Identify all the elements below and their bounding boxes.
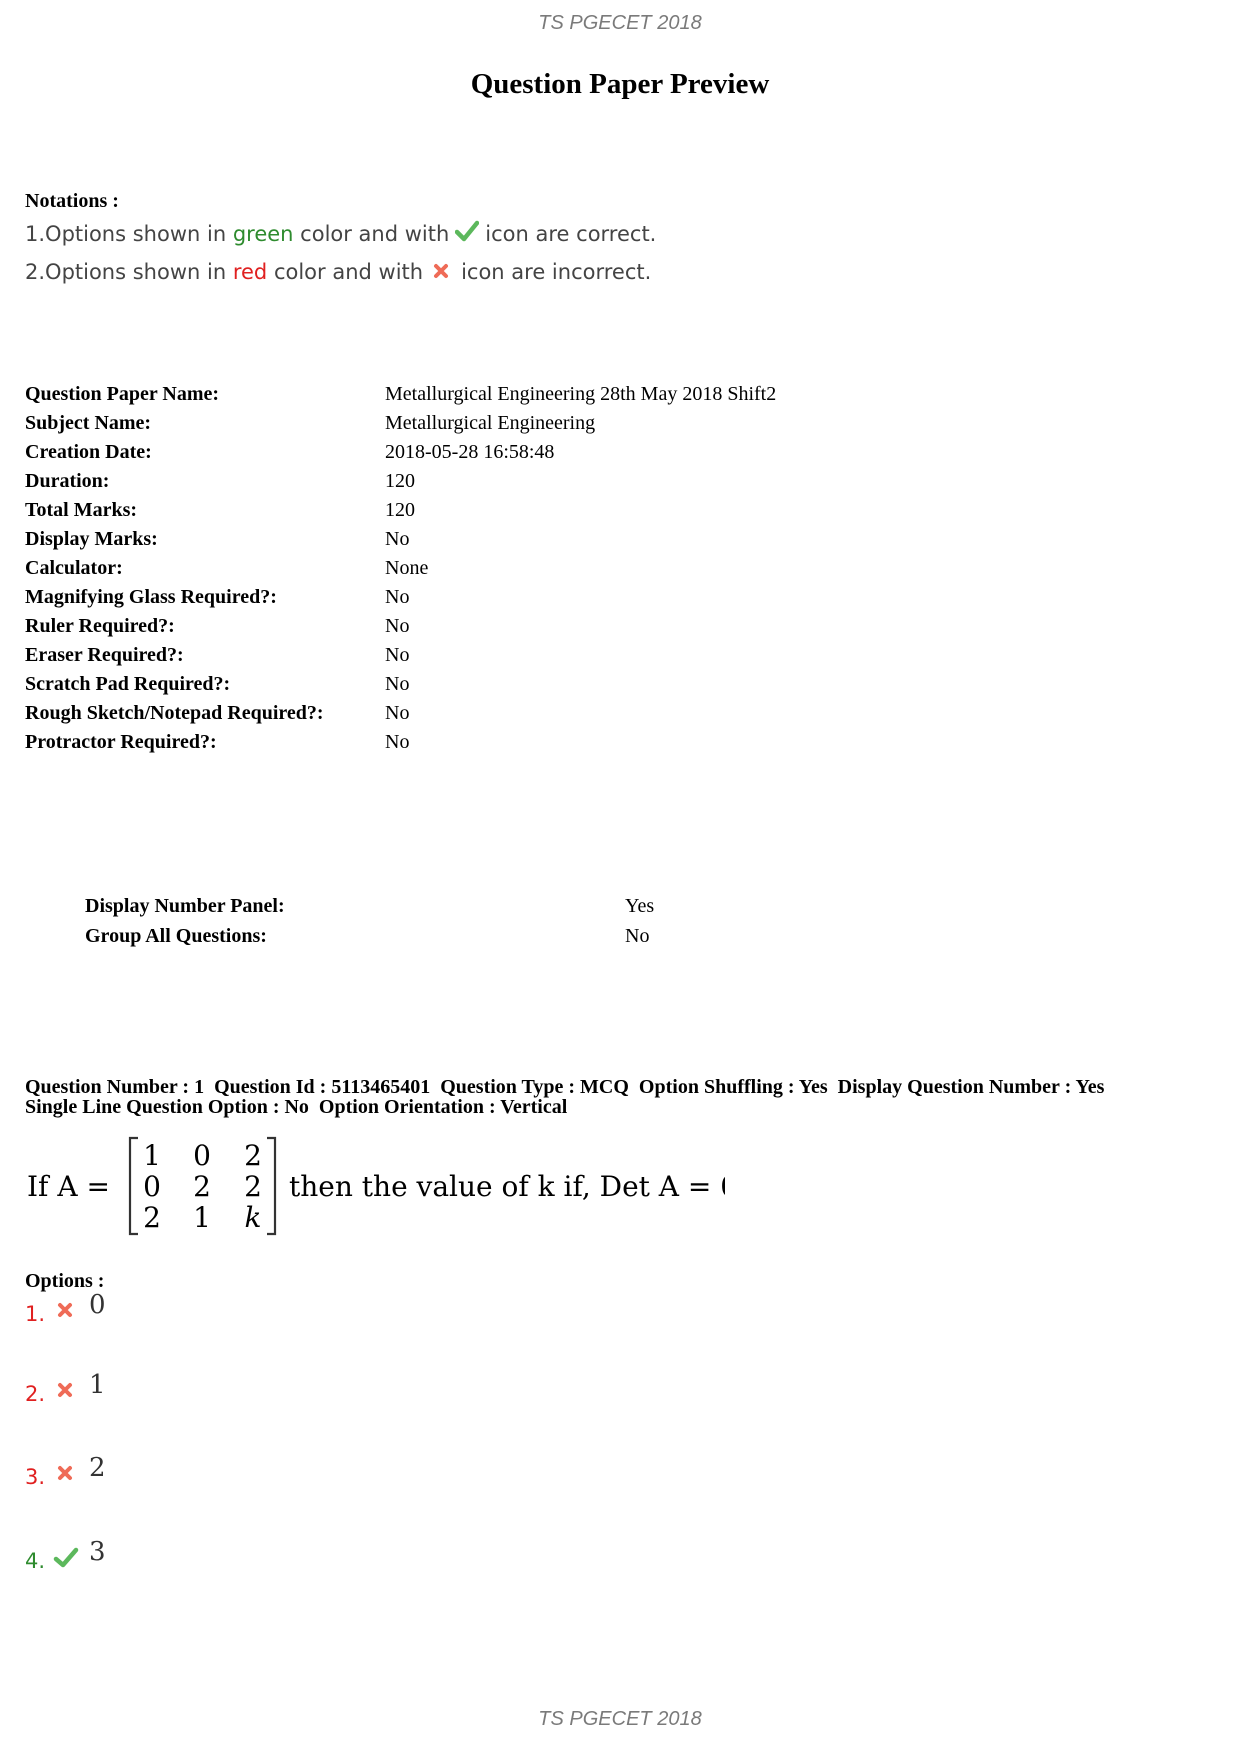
info-label: Eraser Required?: <box>25 644 184 666</box>
matrix-cell: 2 <box>244 1139 262 1172</box>
info-value: None <box>385 557 429 579</box>
cross-icon <box>433 260 449 284</box>
info-label: Calculator: <box>25 557 123 579</box>
info-value: No <box>385 615 410 637</box>
check-icon <box>455 220 479 247</box>
matrix-cell: 1 <box>143 1139 161 1172</box>
info-value: No <box>385 644 410 666</box>
question-meta <box>25 1077 1225 1117</box>
matrix-cell: 2 <box>193 1170 211 1203</box>
matrix-cell: 2 <box>244 1170 262 1203</box>
matrix-cell: 0 <box>143 1170 161 1203</box>
info-label: Creation Date: <box>25 441 152 463</box>
info-value: No <box>385 528 410 550</box>
options-title: Options : <box>25 1270 105 1292</box>
cross-icon <box>53 1461 77 1485</box>
matrix-cell: 2 <box>143 1201 161 1234</box>
info-label: Display Marks: <box>25 528 158 550</box>
notation-text: 1.Options shown in <box>25 221 227 246</box>
page-header: TS PGECET 2018 <box>538 12 702 34</box>
notation-incorrect <box>25 260 651 284</box>
matrix-cell: k <box>244 1201 262 1234</box>
notation-text: icon are correct. <box>485 221 657 246</box>
cross-icon <box>53 1298 77 1322</box>
option-value: 3 <box>89 1537 106 1567</box>
notation-color-word: red <box>232 260 268 284</box>
panel-label: Display Number Panel: <box>85 895 285 917</box>
option-value: 0 <box>89 1290 106 1320</box>
question-meta-line: Question Number : 1 Question Id : 5113465401 Question Type : MCQ Option Shuffling : Yes Display Question Number : Yes <box>25 1076 1105 1098</box>
option-item <box>25 1537 106 1573</box>
panel-value: Yes <box>625 895 655 917</box>
info-value: No <box>385 702 410 724</box>
info-label: Subject Name: <box>25 412 152 434</box>
notation-text: icon are incorrect. <box>461 260 652 284</box>
option-value: 2 <box>89 1453 106 1483</box>
info-value: 2018-05-28 16:58:48 <box>385 441 555 463</box>
info-value: 120 <box>385 470 415 492</box>
matrix-right-bracket <box>267 1138 275 1234</box>
option-number: 4. <box>25 1549 46 1573</box>
info-value: No <box>385 673 410 695</box>
info-value: Metallurgical Engineering <box>385 412 596 434</box>
panel-label: Group All Questions: <box>85 925 267 947</box>
option-number: 2. <box>25 1382 46 1406</box>
info-value: 120 <box>385 499 415 521</box>
info-label: Rough Sketch/Notepad Required?: <box>25 702 324 724</box>
matrix-cell: 0 <box>193 1139 211 1172</box>
notation-correct <box>25 220 656 247</box>
info-label: Ruler Required?: <box>25 615 175 637</box>
notation-color-word: green <box>232 221 294 246</box>
question-text-prefix: If A = <box>27 1170 110 1203</box>
info-label: Magnifying Glass Required?: <box>25 586 277 608</box>
question-body <box>25 1130 725 1245</box>
info-label: Scratch Pad Required?: <box>25 673 231 695</box>
option-item <box>25 1453 106 1489</box>
info-value: Metallurgical Engineering 28th May 2018 Shift2 <box>385 383 777 405</box>
notation-text: color and with <box>300 221 450 246</box>
notations-title: Notations : <box>25 190 119 212</box>
question-meta-line: Single Line Question Option : No Option Orientation : Vertical <box>25 1096 568 1118</box>
option-item <box>25 1370 106 1406</box>
option-number: 3. <box>25 1465 46 1489</box>
check-icon <box>53 1545 77 1569</box>
info-label: Total Marks: <box>25 499 138 521</box>
option-item <box>25 1290 106 1326</box>
panel-value: No <box>625 925 650 947</box>
question-text-suffix: then the value of k if, Det A = 0 <box>289 1170 725 1203</box>
option-number: 1. <box>25 1302 46 1326</box>
info-value: No <box>385 586 410 608</box>
option-value: 1 <box>89 1370 106 1400</box>
cross-icon <box>53 1378 77 1402</box>
notation-text: color and with <box>273 260 424 284</box>
info-label: Protractor Required?: <box>25 731 217 753</box>
info-label: Question Paper Name: <box>25 383 220 405</box>
matrix-cell: 1 <box>193 1201 211 1234</box>
page-footer: TS PGECET 2018 <box>538 1708 702 1730</box>
page-title: Question Paper Preview <box>470 68 770 100</box>
notation-text: 2.Options shown in <box>25 260 227 284</box>
info-value: No <box>385 731 410 753</box>
matrix-left-bracket <box>130 1138 138 1234</box>
info-label: Duration: <box>25 470 110 492</box>
